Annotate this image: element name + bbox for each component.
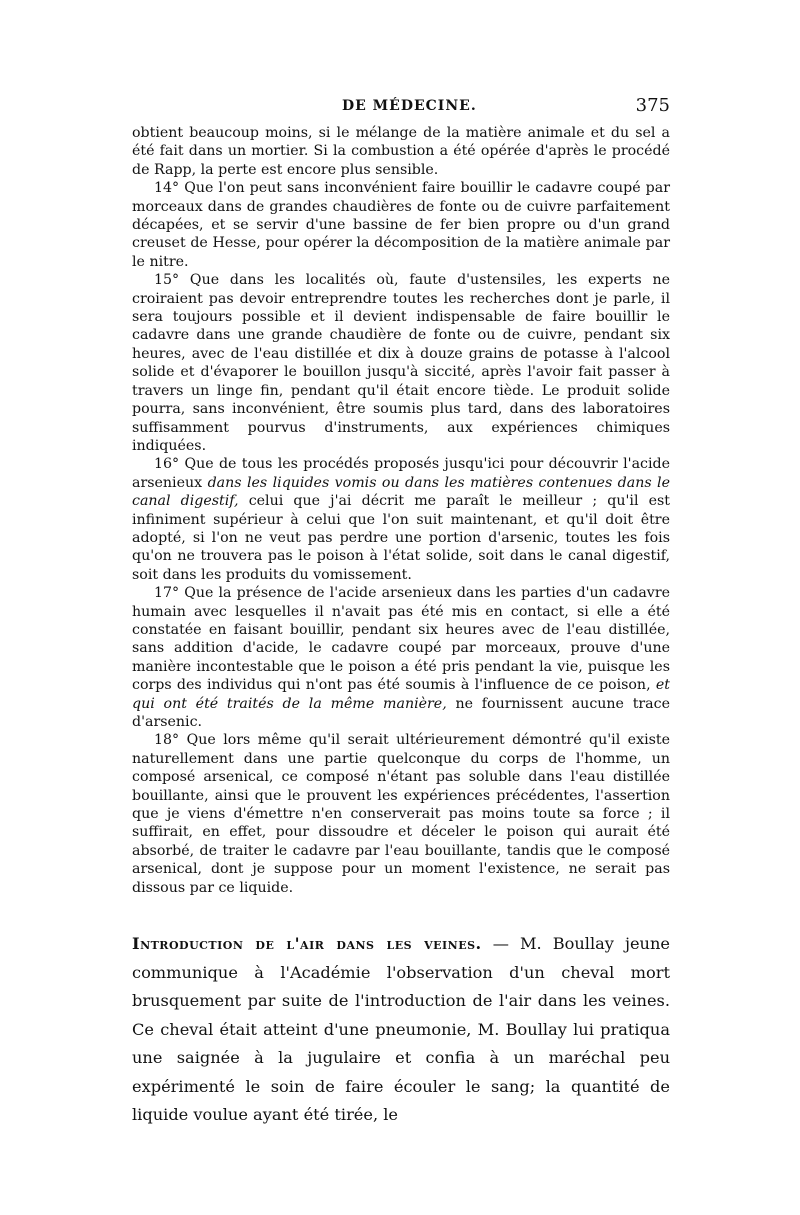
page-number: 375: [635, 95, 670, 116]
paragraph-16-emphasis: dans les liquides vomis ou dans les matières contenues dans le canal digestif,: [132, 474, 670, 510]
paragraph-16-text-b: celui que j'ai décrit me paraît le meilleur ; qu'il est infiniment supérieur à celui que l'on suit maintenant, et qu'il doit être adopté, si l'on ne veut pas perdre une portion d'arsenic, toutes les fois qu'on ne trouvera pas le poison à l'état solide, soit dans le canal digestif, soit dans les produits du vomissement.: [132, 493, 671, 583]
paragraph-15: 15° Que dans les localités où, faute d'ustensiles, les experts ne croiraient pas devoir entreprendre toutes les recherches dont je parle, il sera toujours possible et il devient indispensable de faire bouillir le cadavre dans une grande chaudière de fonte ou de cuivre, pendant six heures, avec de l'eau distillée et dix à douze grains de potasse à l'alcool solide et d'évaporer le bouillon jusqu'à siccité, après l'avoir fait passer à travers un linge fin, pendant qu'il était encore tiède. Le produit solide pourra, sans inconvénient, être soumis plus tard, dans des laboratoires suffisamment pourvus d'instruments, aux expériences chimiques indiquées.: [132, 272, 670, 454]
paragraph-16-text-a: 16° Que de tous les procédés proposés jusqu'ici pour découvrir l'acide arsenieux: [132, 456, 670, 491]
paragraph-17: [132, 584, 670, 731]
section-air-introduction: [132, 930, 670, 1130]
paragraph-continuation: obtient beaucoup moins, si le mélange de la matière animale et du sel a été fait dans un mortier. Si la combustion a été opérée d'après le procédé de Rapp, la perte est encore plus sensible.: [132, 125, 670, 178]
section-body: — M. Boullay jeune communique à l'Académie l'observation d'un cheval mort brusquement par suite de l'introduction de l'air dans les veines. Ce cheval était atteint d'une pneumonie, M. Boullay lui pratiqua une saignée à la jugulaire et confia à un maréchal peu expérimenté le soin de faire écouler le sang; la quantité de liquide voulue ayant été tirée, le: [132, 934, 670, 1124]
page-header: [132, 95, 670, 122]
paragraph-17-text-a: 17° Que la présence de l'acide arsenieux dans les parties d'un cadavre humain avec lesquelles il n'avait pas été mis en contact, si elle a été constatée en faisant bouillir, pendant six heures avec de l'eau distillée, sans addition d'acide, le cadavre coupé par morceaux, prouve d'une manière incontestable que le poison a été pris pendant la vie, puisque les corps des individus qui n'ont pas été soumis à l'influence de ce poison,: [132, 585, 670, 694]
section-title: Introduction de l'air dans les veines.: [132, 934, 482, 953]
paragraph-14: 14° Que l'on peut sans inconvénient faire bouillir le cadavre coupé par morceaux dans de grandes chaudières de fonte ou de cuivre parfaitement décapées, et se servir d'une bassine de fer bien propre ou d'un grand creuset de Hesse, pour opérer la décomposition de la matière animale par le nitre.: [132, 180, 670, 270]
paragraph-17-emphasis: et qui ont été traités de la même manière,: [132, 677, 670, 712]
paragraph-16: [132, 455, 670, 584]
body-text: [132, 124, 670, 897]
paragraph-18: 18° Que lors même qu'il serait ultérieurement démontré qu'il existe naturellement dans une partie quelconque du corps de l'homme, un composé arsenical, ce composé n'étant pas soluble dans l'eau distillée bouillante, ainsi que le prouvent les expériences précédentes, l'assertion que je viens d'émettre n'en conserverait pas moins toute sa force ; il suffirait, en effet, pour dissoudre et déceler le poison qui aurait été absorbé, de traiter le cadavre par l'eau bouillante, tandis que le composé arsenical, dont je suppose pour un moment l'existence, ne serait pas dissous par ce liquide.: [132, 732, 670, 896]
paragraph-17-text-b: ne fournissent aucune trace d'arsenic.: [132, 695, 670, 730]
running-head: DE MÉDECINE.: [342, 98, 477, 114]
